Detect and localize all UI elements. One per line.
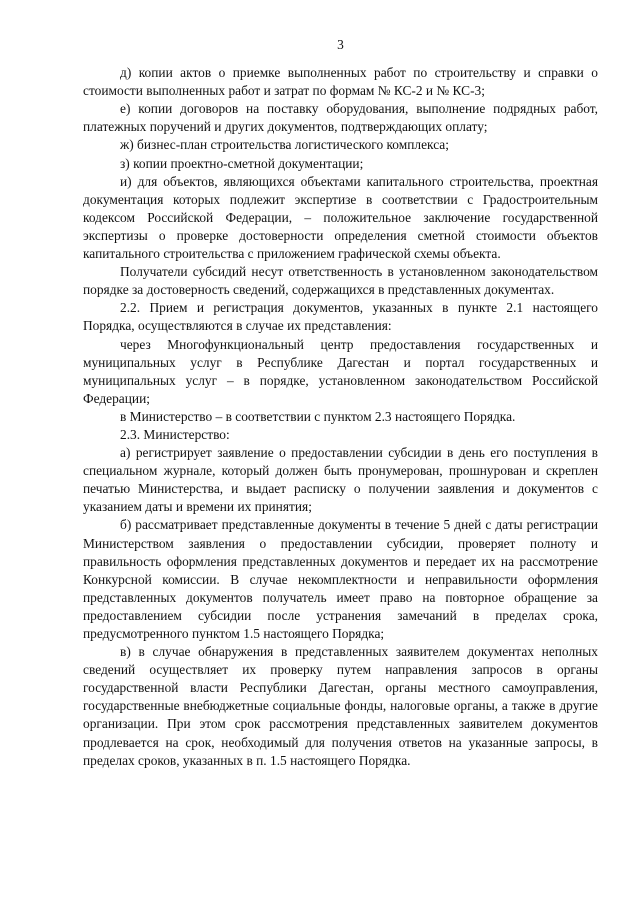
item-d-acts-ks2-ks3: д) копии актов о приемке выполненных работ по строительству и справки о стоимости выполненных работ и затрат по формам № КС-2 и № КС-3; <box>83 65 598 99</box>
item-z-design-estimate: з) копии проектно-сметной документации; <box>120 155 364 171</box>
item-i-expertise: и) для объектов, являющихся объектами капитального строительства, проектная документация которых подлежит экспертизе в соответствии с Градостроительным кодексом Российской Федерации, – положительное заключение государственной экспертизы о проверке достоверности определения сметной стоимости объектов капитального строительства с приложением графической схемы объекта. <box>83 173 598 262</box>
section-2-3-heading: 2.3. Министерство: <box>120 426 230 442</box>
item-zh-business-plan: ж) бизнес-план строительства логистического комплекса; <box>120 137 449 153</box>
page-number: 3 <box>337 37 344 52</box>
section-2-2-ministry: в Министерство – в соответствии с пунктом 2.3 настоящего Порядка. <box>120 408 516 424</box>
section-2-2: 2.2. Прием и регистрация документов, указанных в пункте 2.1 настоящего Порядка, осуществляются в случае их представления: <box>83 300 598 334</box>
item-a-registers: а) регистрирует заявление о предоставлении субсидии в день его поступления в специальном журнале, который должен быть пронумерован, прошнурован и скреплен печатью Министерства, и выдает расписку о получении заявления и документов с указанием даты и времени их принятия; <box>83 445 598 515</box>
recipients-responsibility: Получатели субсидий несут ответственность в установленном законодательством порядке за достоверность сведений, содержащихся в представленных документах. <box>83 264 598 298</box>
item-b-reviews: б) рассматривает представленные документы в течение 5 дней с даты регистрации Министерством заявления о предоставлении субсидии, проверяет полноту и правильность оформления представленных документов и передает их на рассмотрение Конкурсной комиссии. В случае некомплектности и неправильности оформления представленных документов получатель имеет право на повторное обращение за предоставлением субсидии после устранения замечаний в пределах срока, предусмотренного пунктом 1.5 настоящего Порядка; <box>83 517 598 641</box>
item-e-contracts: е) копии договоров на поставку оборудования, выполнение подрядных работ, платежных поручений и других документов, подтверждающих оплату; <box>83 101 598 135</box>
section-2-2-mfc: через Многофункциональный центр предоставления государственных и муниципальных услуг в Республике Дагестан и портал государственных и муниципальных услуг – в порядке, установленном законодательством Российской Федерации; <box>83 336 598 406</box>
item-v-verification: в) в случае обнаружения в представленных заявителем документах неполных сведений осуществляет их проверку путем направления запросов в органы государственной власти Республики Дагестан, органы местного самоуправления, государственные внебюджетные социальные фонды, налоговые органы, а также в другие организации. При этом срок рассмотрения представленных заявителем документов продлевается на срок, необходимый для получения ответов на указанные запросы, в пределах сроков, указанных в п. 1.5 настоящего Порядка. <box>83 644 598 768</box>
